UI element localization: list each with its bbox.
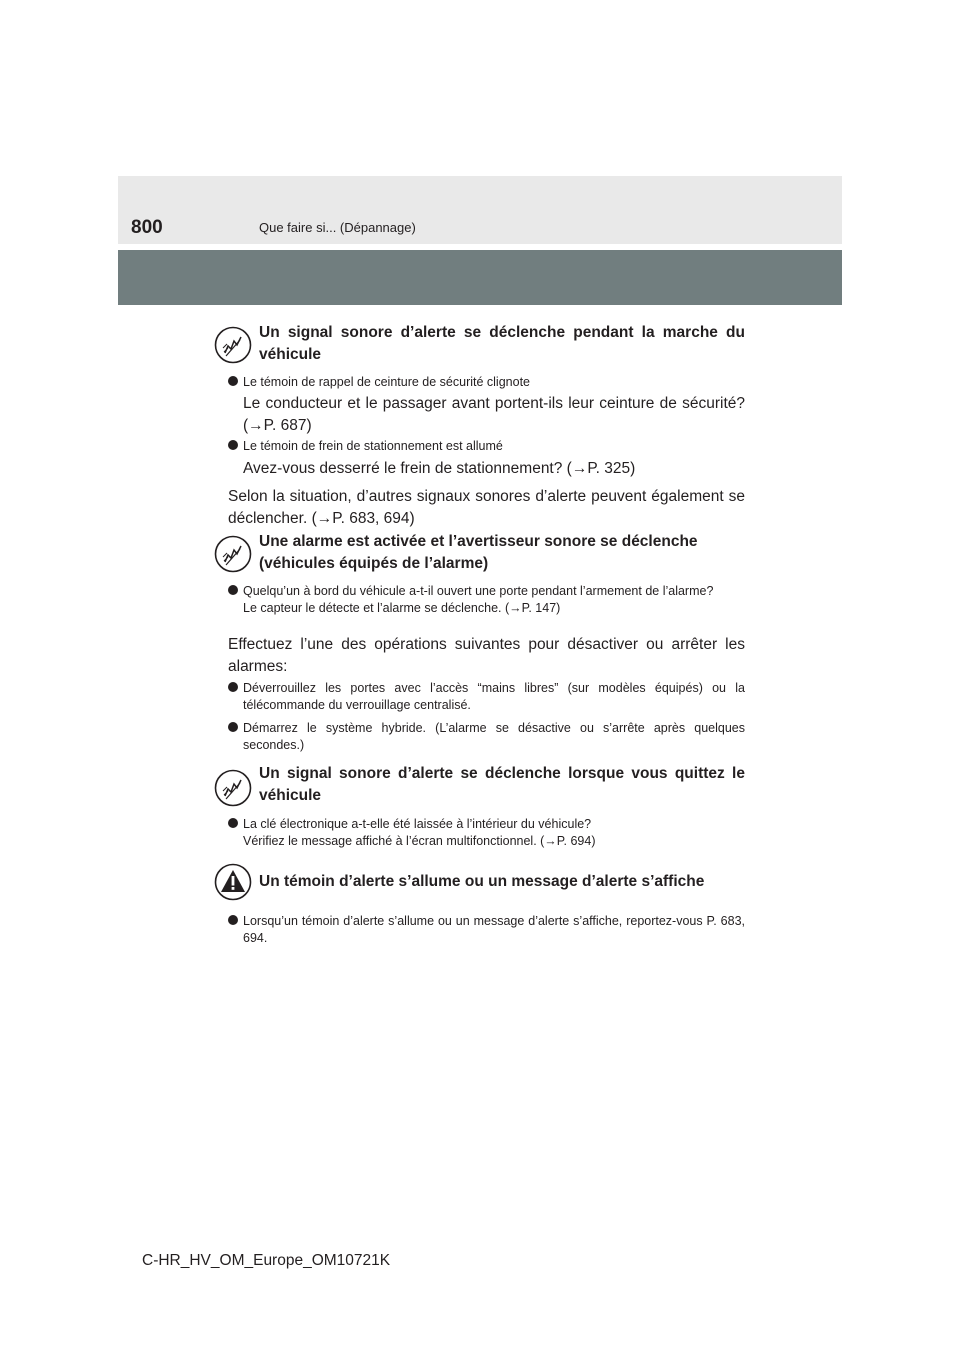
bullet-icon	[228, 722, 238, 732]
bullet-icon	[228, 585, 238, 595]
bullet-icon	[228, 818, 238, 828]
section-heading-text: Un signal sonore d’alerte se déclenche pendant la marche du véhicule	[259, 324, 745, 363]
list-item: Démarrez le système hybride. (L’alarme se désactive ou s’arrête après quelques secondes.)	[228, 720, 745, 753]
bullet-icon	[228, 376, 238, 386]
bullet-icon	[228, 915, 238, 925]
warning-sound-icon	[214, 326, 252, 364]
section-heading-2	[214, 531, 745, 577]
chapter-band	[118, 250, 842, 305]
answer-text: Avez-vous desserré le frein de stationnement? (→P. 325)	[243, 460, 636, 477]
list-item: Le témoin de rappel de ceinture de sécurité clignote	[228, 374, 745, 391]
bullet-icon	[228, 440, 238, 450]
section-heading-text: Un témoin d’alerte s’allume ou un message d’alerte s’affiche	[259, 873, 705, 890]
answer-text: Le conducteur et le passager avant portent-ils leur ceinture de sécurité? (→P. 687)	[243, 395, 745, 434]
caution-triangle-icon	[214, 863, 252, 901]
section-heading-text: Une alarme est activée et l’avertisseur sonore se déclenche (véhicules équipés de l’alarme)	[259, 533, 698, 572]
body-paragraph: Effectuez l’une des opérations suivantes pour désactiver ou arrêter les alarmes:	[228, 636, 745, 675]
list-item: Quelqu’un à bord du véhicule a-t-il ouvert une porte pendant l’armement de l’alarme? Le capteur le détecte et l’alarme se déclenche. (→P. 147)	[228, 583, 745, 616]
warning-sound-icon	[214, 769, 252, 807]
section-heading-text: Un signal sonore d’alerte se déclenche lorsque vous quittez le véhicule	[259, 765, 745, 804]
section-heading-4	[214, 862, 745, 902]
section-heading-1	[214, 322, 745, 368]
document-code: C-HR_HV_OM_Europe_OM10721K	[142, 1252, 391, 1269]
list-item: La clé électronique a-t-elle été laissée à l’intérieur du véhicule? Vérifiez le message affiché à l’écran multifonctionnel. (→P. 694)	[228, 816, 745, 849]
page-number: 800	[131, 217, 163, 238]
header-band	[118, 176, 842, 244]
body-paragraph: Selon la situation, d’autres signaux sonores d’alerte peuvent également se déclencher. (→P. 683, 694)	[228, 488, 745, 527]
list-item: Le témoin de frein de stationnement est allumé	[228, 438, 745, 455]
section-heading-3	[214, 763, 745, 809]
list-item: Lorsqu’un témoin d’alerte s’allume ou un message d’alerte s’affiche, reportez-vous P. 683, 694.	[228, 913, 745, 946]
bullet-icon	[228, 682, 238, 692]
warning-sound-icon	[214, 535, 252, 573]
list-item: Déverrouillez les portes avec l’accès “mains libres” (sur modèles équipés) ou la télécommande du verrouillage centralisé.	[228, 680, 745, 713]
section-title: Que faire si... (Dépannage)	[259, 220, 416, 235]
